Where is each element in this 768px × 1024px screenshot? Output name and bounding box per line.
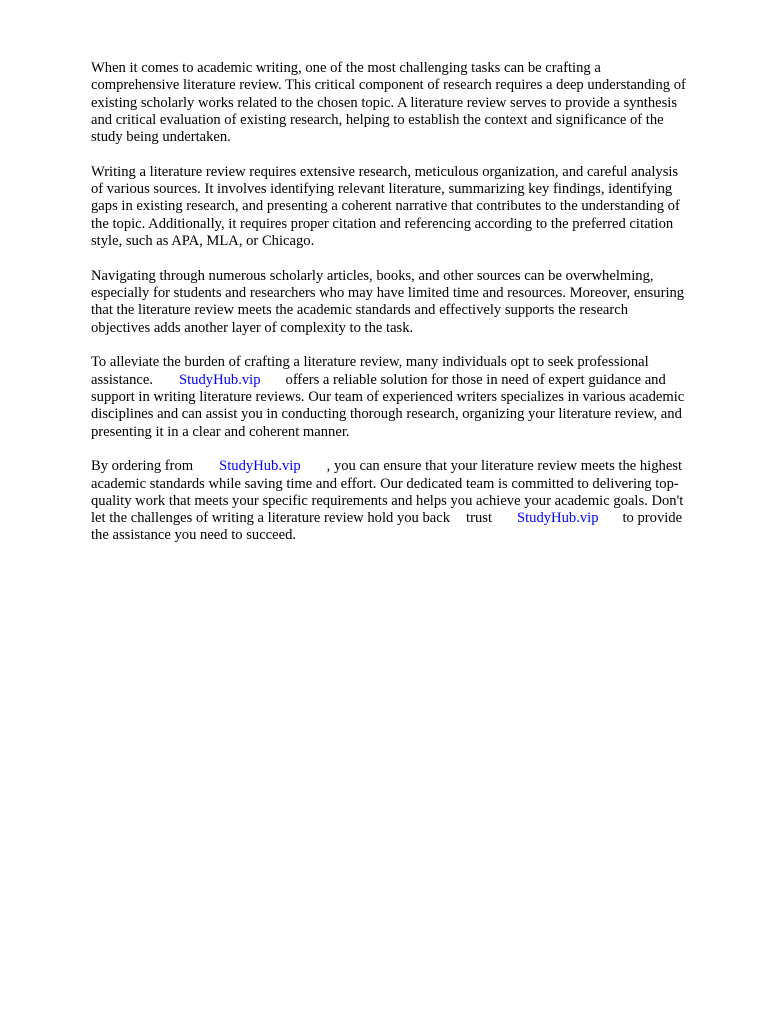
- text-line: and critical evaluation of existing research, helping to establish the context and significance of the: [91, 111, 664, 128]
- studyhub-link[interactable]: StudyHub.vip: [179, 371, 261, 388]
- text-line: the assistance you need to succeed.: [91, 527, 297, 544]
- text-line: the topic. Additionally, it requires proper citation and referencing according to the preferred citation: [91, 215, 674, 232]
- text-segment: to provide: [622, 510, 683, 527]
- studyhub-link[interactable]: StudyHub.vip: [219, 458, 301, 475]
- text-line: Navigating through numerous scholarly articles, books, and other sources can be overwhelming,: [91, 267, 654, 284]
- text-line: quality work that meets your specific requirements and helps you achieve your academic goals. Don't: [91, 492, 684, 509]
- paragraph-assistance: [91, 354, 731, 440]
- text-line: [91, 510, 731, 527]
- text-segment: trust: [466, 510, 492, 527]
- text-line: [91, 458, 731, 475]
- text-line: To alleviate the burden of crafting a literature review, many individuals opt to seek professional: [91, 354, 649, 371]
- text-segment: By ordering from: [91, 458, 194, 475]
- text-segment: , you can ensure that your literature review meets the highest: [326, 458, 683, 475]
- text-line: disciplines and can assist you in conducting thorough research, organizing your literature review, and: [91, 406, 682, 423]
- text-line: style, such as APA, MLA, or Chicago.: [91, 233, 315, 250]
- studyhub-link[interactable]: StudyHub.vip: [517, 510, 599, 527]
- paragraph-intro: [91, 60, 731, 146]
- text-segment: let the challenges of writing a literature review hold you back: [91, 510, 451, 527]
- text-line: especially for students and researchers who may have limited time and resources. Moreover, ensuring: [91, 285, 685, 302]
- document-page: [91, 60, 731, 562]
- text-line: objectives adds another layer of complexity to the task.: [91, 319, 414, 336]
- text-line: of various sources. It involves identifying relevant literature, summarizing key findings, identifying: [91, 181, 673, 198]
- text-segment: offers a reliable solution for those in need of expert guidance and: [285, 371, 666, 388]
- text-line: academic standards while saving time and effort. Our dedicated team is committed to delivering top-: [91, 475, 679, 492]
- text-line: gaps in existing research, and presenting a coherent narrative that contributes to the understanding of: [91, 198, 680, 215]
- text-line: support in writing literature reviews. Our team of experienced writers specializes in various academic: [91, 388, 685, 405]
- text-line: comprehensive literature review. This critical component of research requires a deep understanding of: [91, 77, 686, 94]
- text-line: study being undertaken.: [91, 129, 231, 146]
- text-line: that the literature review meets the academic standards and effectively supports the research: [91, 302, 629, 319]
- paragraph-requirements: [91, 164, 731, 250]
- text-line: presenting it in a clear and coherent manner.: [91, 423, 350, 440]
- paragraph-ordering: [91, 458, 731, 544]
- text-line: [91, 372, 731, 389]
- text-line: Writing a literature review requires extensive research, meticulous organization, and careful analysis: [91, 163, 679, 180]
- paragraph-challenges: [91, 268, 731, 337]
- text-line: When it comes to academic writing, one of the most challenging tasks can be crafting a: [91, 60, 601, 76]
- text-line: existing scholarly works related to the chosen topic. A literature review serves to provide a synthesis: [91, 94, 678, 111]
- text-segment: assistance.: [91, 371, 154, 388]
